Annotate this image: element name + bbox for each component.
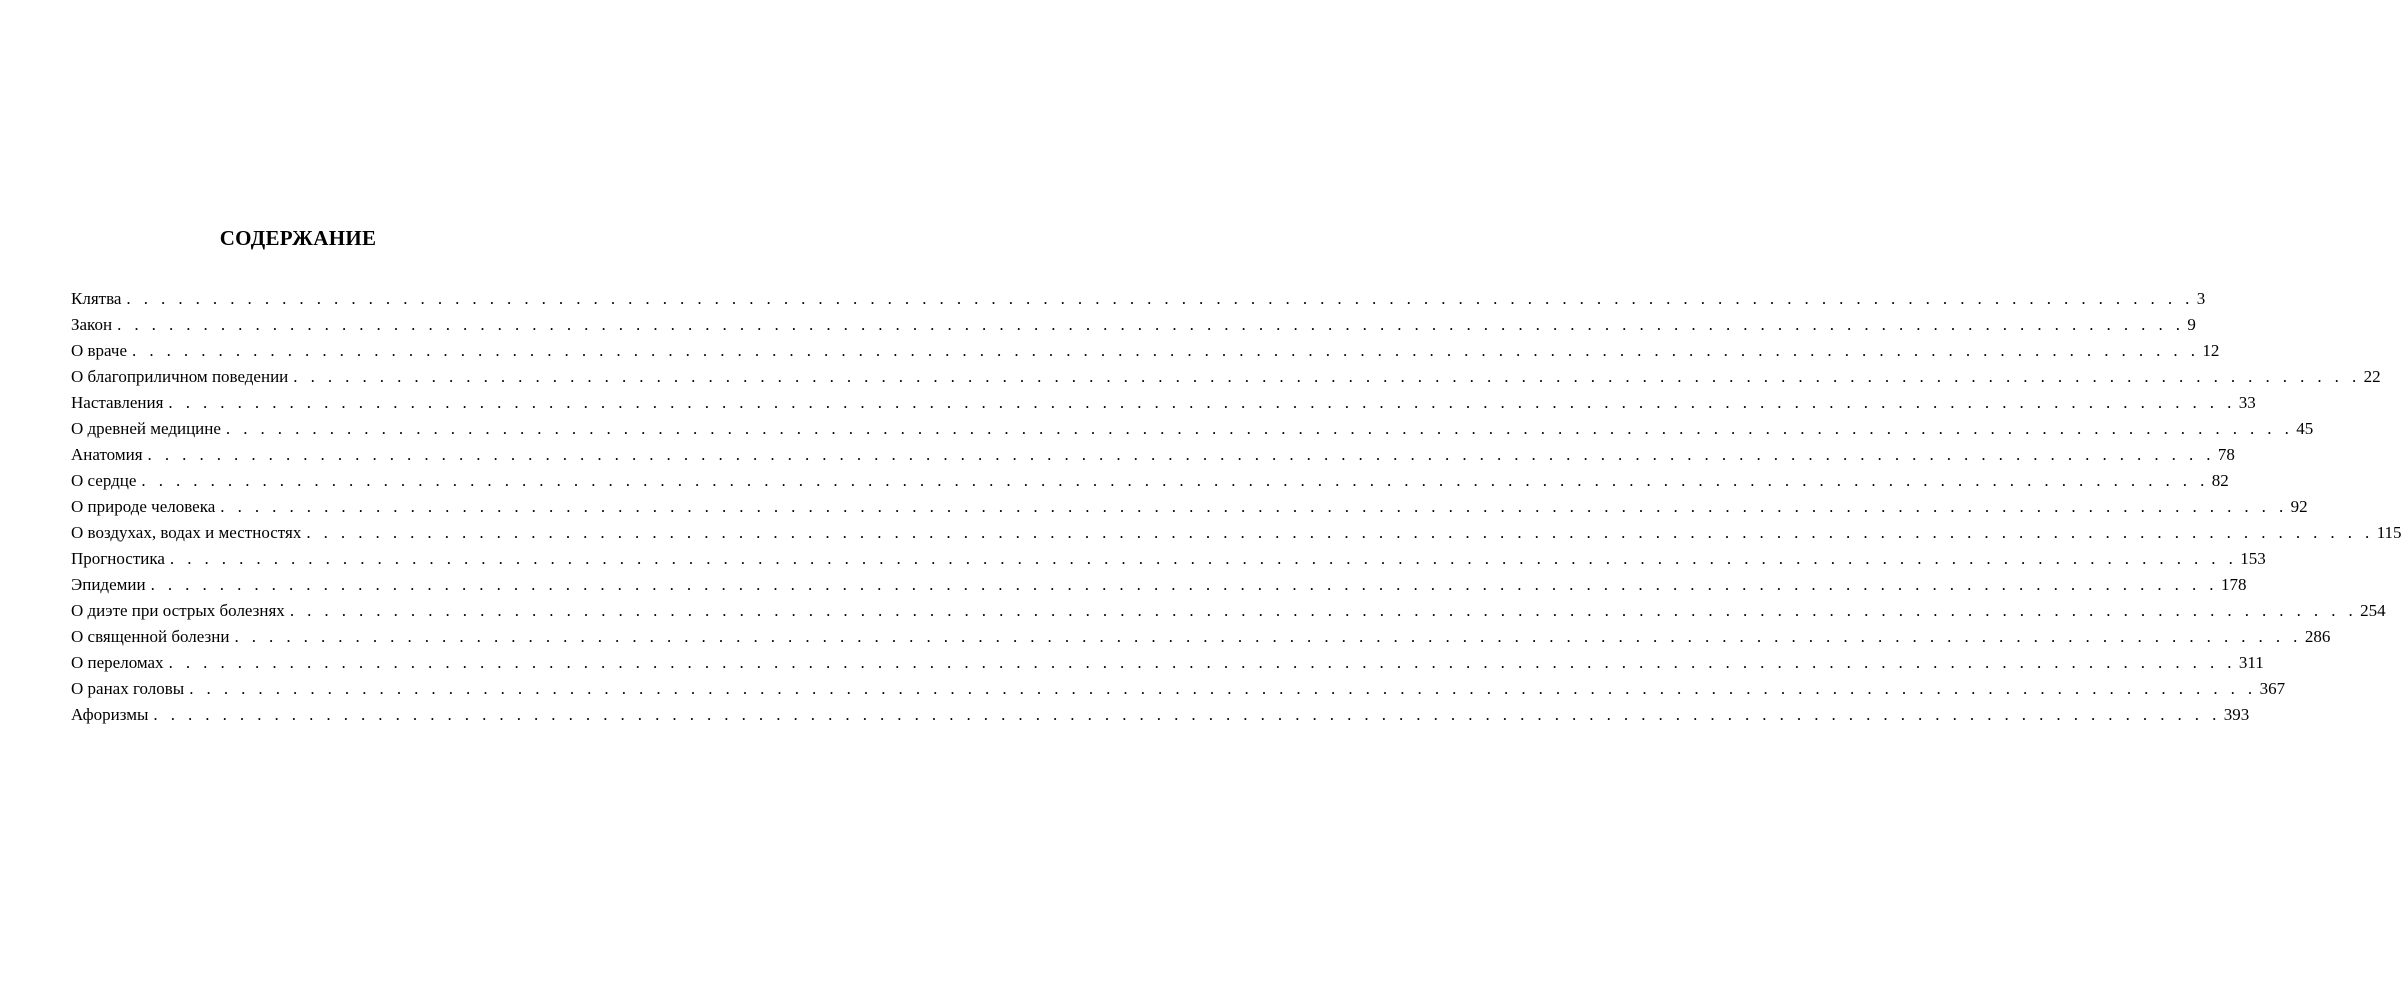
dot-leader: . . . . . . . . . . . . . . . . . . . . . . . . . . . . . . . . . . . . . . . . . . . . . . . . . . . . . . . . . . . . . . . . . . . . . . . . . . . . . . . . . . . . . . . . . . . . . . . . . . . . . . . . . . . . . . . . . . . . . . . . xyxy=(289,601,2358,620)
toc-entry-title: О древней медицине xyxy=(71,419,221,438)
dot-leader: . . . . . . . . . . . . . . . . . . . . . . . . . . . . . . . . . . . . . . . . . . . . . . . . . . . . . . . . . . . . . . . . . . . . . . . . . . . . . . . . . . . . . . . . . . . . . . . . . . . . . . . . . . . . . . . . . . . . . . . . xyxy=(153,705,2221,724)
toc-entry xyxy=(71,364,2381,390)
toc-entry-title: Афоризмы xyxy=(71,705,149,724)
dot-leader: . . . . . . . . . . . . . . . . . . . . . . . . . . . . . . . . . . . . . . . . . . . . . . . . . . . . . . . . . . . . . . . . . . . . . . . . . . . . . . . . . . . . . . . . . . . . . . . . . . . . . . . . . . . . . . . . . . . . . . . . xyxy=(117,315,2185,334)
toc-entry-title: Прогностика xyxy=(71,549,165,568)
toc-entry-page-number: 12 xyxy=(2202,341,2220,360)
dot-leader: . . . . . . . . . . . . . . . . . . . . . . . . . . . . . . . . . . . . . . . . . . . . . . . . . . . . . . . . . . . . . . . . . . . . . . . . . . . . . . . . . . . . . . . . . . . . . . . . . . . . . . . . . . . . . . . . . . . . . . . . xyxy=(225,419,2294,438)
toc-entry-title: Клятва xyxy=(71,289,122,308)
toc-entry-page-number: 92 xyxy=(2290,497,2308,516)
toc-entry-title: О сердце xyxy=(71,471,137,490)
toc-entry xyxy=(71,416,2314,442)
dot-leader: . . . . . . . . . . . . . . . . . . . . . . . . . . . . . . . . . . . . . . . . . . . . . . . . . . . . . . . . . . . . . . . . . . . . . . . . . . . . . . . . . . . . . . . . . . . . . . . . . . . . . . . . . . . . . . . . . . . . . . . . xyxy=(141,471,2209,490)
toc-entry xyxy=(71,494,2308,520)
toc-entry xyxy=(71,442,2235,468)
dot-leader: . . . . . . . . . . . . . . . . . . . . . . . . . . . . . . . . . . . . . . . . . . . . . . . . . . . . . . . . . . . . . . . . . . . . . . . . . . . . . . . . . . . . . . . . . . . . . . . . . . . . . . . . . . . . . . . . . . . . . . . . xyxy=(147,445,2215,464)
toc-entry xyxy=(71,520,2402,546)
toc-entry xyxy=(71,286,2206,312)
toc-entry xyxy=(71,702,2250,728)
page-title: СОДЕРЖАНИЕ xyxy=(219,226,377,250)
toc-entry-page-number: 115 xyxy=(2376,523,2402,542)
toc-entry-page-number: 286 xyxy=(2304,627,2331,646)
toc-entry-page-number: 78 xyxy=(2217,445,2235,464)
dot-leader: . . . . . . . . . . . . . . . . . . . . . . . . . . . . . . . . . . . . . . . . . . . . . . . . . . . . . . . . . . . . . . . . . . . . . . . . . . . . . . . . . . . . . . . . . . . . . . . . . . . . . . . . . . . . . . . . . . . . . . . . xyxy=(126,289,2194,308)
dot-leader: . . . . . . . . . . . . . . . . . . . . . . . . . . . . . . . . . . . . . . . . . . . . . . . . . . . . . . . . . . . . . . . . . . . . . . . . . . . . . . . . . . . . . . . . . . . . . . . . . . . . . . . . . . . . . . . . . . . . . . . . xyxy=(150,575,2218,594)
toc-entry xyxy=(71,338,2220,364)
toc-entry-page-number: 311 xyxy=(2238,653,2264,672)
toc-entry-title: Эпидемии xyxy=(71,575,146,594)
dot-leader: . . . . . . . . . . . . . . . . . . . . . . . . . . . . . . . . . . . . . . . . . . . . . . . . . . . . . . . . . . . . . . . . . . . . . . . . . . . . . . . . . . . . . . . . . . . . . . . . . . . . . . . . . . . . . . . . . . . . . . . . xyxy=(234,627,2302,646)
toc-entry xyxy=(71,390,2256,416)
toc-entry-page-number: 153 xyxy=(2240,549,2266,568)
dot-leader: . . . . . . . . . . . . . . . . . . . . . . . . . . . . . . . . . . . . . . . . . . . . . . . . . . . . . . . . . . . . . . . . . . . . . . . . . . . . . . . . . . . . . . . . . . . . . . . . . . . . . . . . . . . . . . . . . . . . . . . . xyxy=(132,341,2200,360)
toc-entry xyxy=(71,312,2196,338)
toc-entry-title: О воздухах, водах и местностях xyxy=(71,523,302,542)
toc-entry-page-number: 3 xyxy=(2196,289,2206,308)
toc-entry-page-number: 178 xyxy=(2220,575,2247,594)
toc-entry-page-number: 82 xyxy=(2211,471,2229,490)
dot-leader: . . . . . . . . . . . . . . . . . . . . . . . . . . . . . . . . . . . . . . . . . . . . . . . . . . . . . . . . . . . . . . . . . . . . . . . . . . . . . . . . . . . . . . . . . . . . . . . . . . . . . . . . . . . . . . . . . . . . . . . . xyxy=(168,393,2236,412)
toc-entry-page-number: 45 xyxy=(2296,419,2314,438)
toc-entry-title: О ранах головы xyxy=(71,679,185,698)
toc-entry xyxy=(71,650,2264,676)
toc-entry-title: О враче xyxy=(71,341,128,360)
toc-entry xyxy=(71,598,2386,624)
toc-entry xyxy=(71,468,2229,494)
toc-entry-title: Анатомия xyxy=(71,445,143,464)
toc-entry xyxy=(71,572,2247,598)
toc-entry-title: Наставления xyxy=(71,393,164,412)
toc-entry-page-number: 33 xyxy=(2238,393,2256,412)
toc-entry-title: О переломах xyxy=(71,653,164,672)
toc-entry-page-number: 367 xyxy=(2259,679,2286,698)
dot-leader: . . . . . . . . . . . . . . . . . . . . . . . . . . . . . . . . . . . . . . . . . . . . . . . . . . . . . . . . . . . . . . . . . . . . . . . . . . . . . . . . . . . . . . . . . . . . . . . . . . . . . . . . . . . . . . . . . . . . . . . . xyxy=(189,679,2257,698)
toc-entry-page-number: 9 xyxy=(2187,315,2196,334)
dot-leader: . . . . . . . . . . . . . . . . . . . . . . . . . . . . . . . . . . . . . . . . . . . . . . . . . . . . . . . . . . . . . . . . . . . . . . . . . . . . . . . . . . . . . . . . . . . . . . . . . . . . . . . . . . . . . . . . . . . . . . . . xyxy=(293,367,2361,386)
toc-entry-title: Закон xyxy=(71,315,113,334)
toc-entry xyxy=(71,546,2266,572)
toc-entry-title: О священной болезни xyxy=(71,627,230,646)
toc-entry-page-number: 22 xyxy=(2363,367,2381,386)
toc-entry xyxy=(71,624,2331,650)
dot-leader: . . . . . . . . . . . . . . . . . . . . . . . . . . . . . . . . . . . . . . . . . . . . . . . . . . . . . . . . . . . . . . . . . . . . . . . . . . . . . . . . . . . . . . . . . . . . . . . . . . . . . . . . . . . . . . . . . . . . . . . . xyxy=(168,653,2236,672)
toc-entry-title: О природе человека xyxy=(71,497,216,516)
toc-entry xyxy=(71,676,2286,702)
toc-entry-page-number: 393 xyxy=(2223,705,2250,724)
toc-entry-title: О благоприличном поведении xyxy=(71,367,289,386)
toc-entry-title: О диэте при острых болезнях xyxy=(71,601,285,620)
dot-leader: . . . . . . . . . . . . . . . . . . . . . . . . . . . . . . . . . . . . . . . . . . . . . . . . . . . . . . . . . . . . . . . . . . . . . . . . . . . . . . . . . . . . . . . . . . . . . . . . . . . . . . . . . . . . . . . . . . . . . . . . xyxy=(220,497,2288,516)
table-of-contents xyxy=(71,286,2402,728)
dot-leader: . . . . . . . . . . . . . . . . . . . . . . . . . . . . . . . . . . . . . . . . . . . . . . . . . . . . . . . . . . . . . . . . . . . . . . . . . . . . . . . . . . . . . . . . . . . . . . . . . . . . . . . . . . . . . . . . . . . . . . . . xyxy=(169,549,2238,568)
toc-entry-page-number: 254 xyxy=(2360,601,2386,620)
dot-leader: . . . . . . . . . . . . . . . . . . . . . . . . . . . . . . . . . . . . . . . . . . . . . . . . . . . . . . . . . . . . . . . . . . . . . . . . . . . . . . . . . . . . . . . . . . . . . . . . . . . . . . . . . . . . . . . . . . . . . . . . xyxy=(306,523,2374,542)
